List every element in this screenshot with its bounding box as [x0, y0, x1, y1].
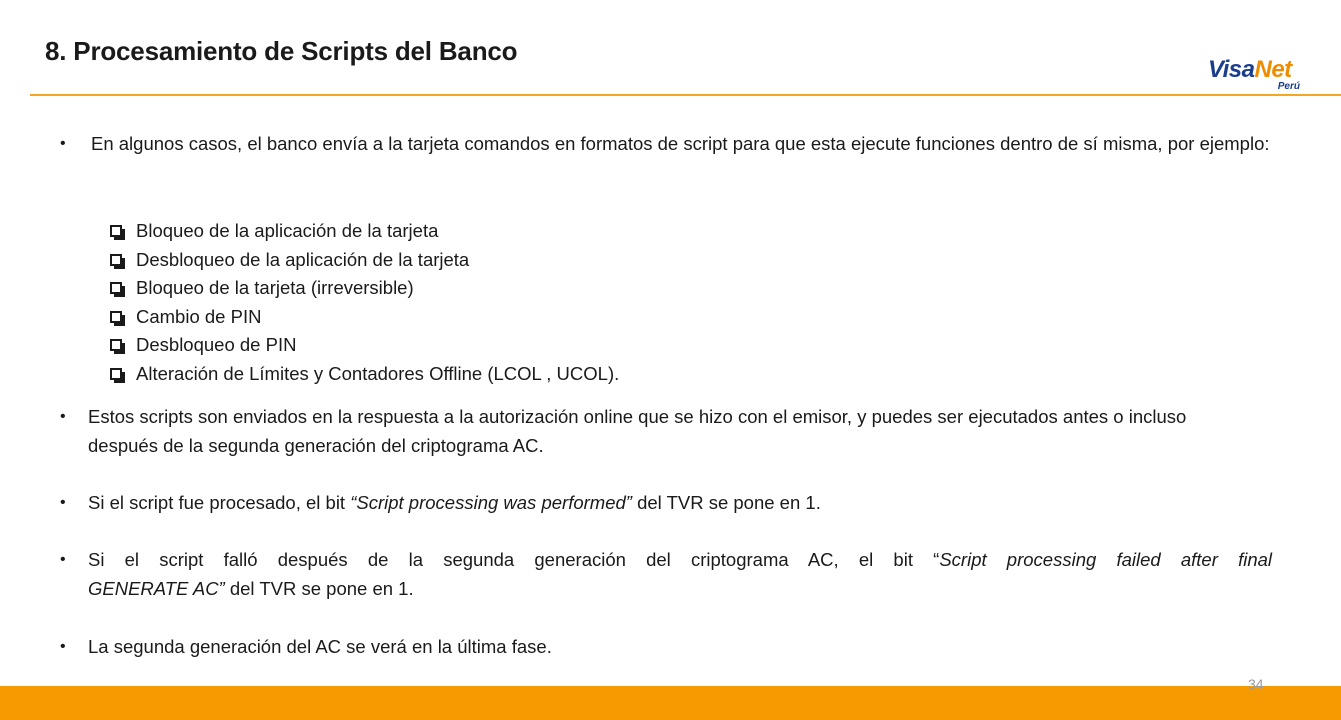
logo-country: Perú: [1277, 81, 1300, 92]
checkbox-bullet-icon: [110, 282, 122, 294]
bullet-4-line-2: [88, 574, 1272, 603]
list-item-text: Cambio de PIN: [136, 305, 262, 327]
bullet-5: [60, 632, 1272, 661]
bullet-4-post: del TVR se pone en 1.: [224, 578, 414, 599]
bullet-4-emphasis-2: GENERATE AC”: [88, 578, 225, 599]
checkbox-bullet-icon: [110, 225, 122, 237]
bullet-3-pre: Si el script fue procesado, el bit: [88, 492, 351, 513]
bullet-3: [60, 488, 1272, 517]
logo-net: Net: [1254, 56, 1292, 83]
list-item-text: Alteración de Límites y Contadores Offline (LCOL , UCOL).: [136, 362, 620, 384]
bullet-dot: •: [60, 494, 66, 511]
bullet-1: [60, 129, 1272, 158]
bullet-dot: •: [60, 135, 66, 152]
footer-bar: [0, 686, 1341, 720]
page-number: 34: [1248, 676, 1264, 692]
list-item: [110, 303, 619, 332]
list-item: [110, 246, 619, 275]
list-item-text: Desbloqueo de la aplicación de la tarjeta: [136, 248, 470, 270]
list-item-text: Desbloqueo de PIN: [136, 334, 297, 355]
bullet-dot: •: [60, 638, 66, 655]
bullet-dot: •: [60, 551, 66, 568]
bullet-1-text: En algunos casos, el banco envía a la tarjeta comandos en formatos de script para que esta ejecute funciones dentro de sí misma, por ejemplo:: [91, 133, 1270, 154]
list-item-text: Bloqueo de la tarjeta (irreversible): [136, 277, 414, 298]
bullet-5-text: La segunda generación del AC se verá en la última fase.: [88, 636, 552, 657]
bullet-2-text: Estos scripts son enviados en la respuesta a la autorización online que se hizo con el emisor, y puedes ser ejecutados antes o incluso después de la segunda generación del criptograma AC.: [88, 406, 1187, 456]
page-title: 8. Procesamiento de Scripts del Banco: [45, 36, 518, 66]
list-item: [110, 360, 619, 389]
checkbox-bullet-icon: [110, 254, 122, 266]
bullet-4-text: [88, 545, 1272, 603]
bullet-4-emphasis-1: Script processing failed after final: [939, 549, 1273, 570]
script-functions-list: [110, 217, 619, 388]
bullet-4: [60, 545, 1272, 603]
bullet-4-line-1: [88, 545, 1272, 574]
bullet-3-post: del TVR se pone en 1.: [631, 492, 821, 513]
visanet-logo: [1208, 56, 1308, 96]
logo-wordmark: [1208, 56, 1292, 84]
checkbox-bullet-icon: [110, 311, 122, 323]
bullet-dot: •: [60, 408, 66, 425]
checkbox-bullet-icon: [110, 368, 122, 380]
title-divider: [30, 94, 1341, 96]
list-item: [110, 217, 619, 246]
logo-visa: Visa: [1208, 56, 1255, 83]
bullet-3-text: [88, 488, 1272, 517]
bullet-3-emphasis: “Script processing was performed”: [350, 492, 632, 513]
list-item: [110, 274, 619, 303]
list-item: [110, 331, 619, 360]
list-item-text: Bloqueo de la aplicación de la tarjeta: [136, 220, 439, 241]
checkbox-bullet-icon: [110, 339, 122, 351]
bullet-2: [60, 402, 1230, 460]
bullet-4-pre: Si el script falló después de la segunda generación del criptograma AC, el bit “: [88, 549, 940, 570]
